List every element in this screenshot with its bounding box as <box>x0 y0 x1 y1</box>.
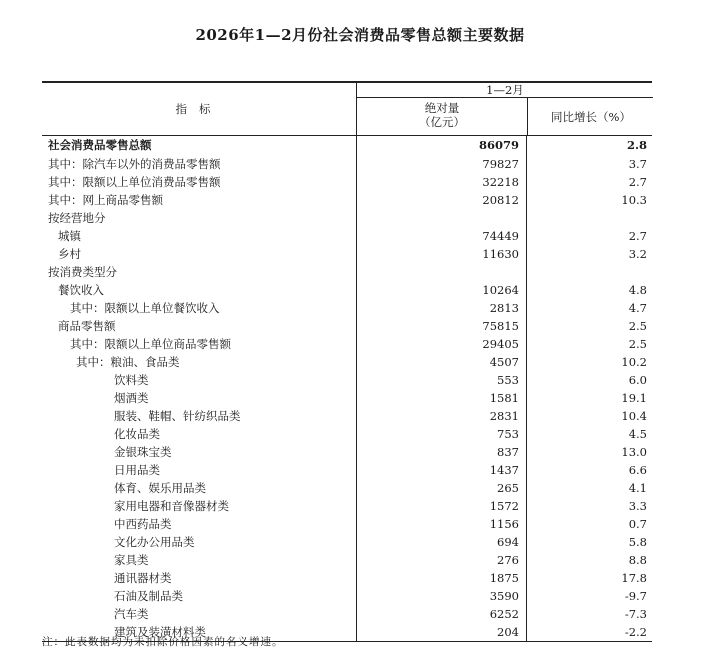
row-value: 4507 <box>356 353 519 371</box>
row-label: 其中：网上商品零售额 <box>48 193 163 207</box>
row-growth: 4.8 <box>526 281 647 299</box>
table-row <box>42 497 652 515</box>
data-table <box>42 81 652 642</box>
row-growth: 4.1 <box>526 479 647 497</box>
row-label: 汽车类 <box>114 607 149 621</box>
table-row <box>42 515 652 533</box>
row-growth: 13.0 <box>526 443 647 461</box>
row-value: 29405 <box>356 335 519 353</box>
row-label: 饮料类 <box>114 373 149 387</box>
row-growth: 3.2 <box>526 245 647 263</box>
row-label: 化妆品类 <box>114 427 160 441</box>
row-label: 体育、娱乐用品类 <box>114 481 206 495</box>
table-row <box>42 389 652 407</box>
row-value: 1437 <box>356 461 519 479</box>
row-growth: 8.8 <box>526 551 647 569</box>
table-row <box>42 299 652 317</box>
row-value: 2813 <box>356 299 519 317</box>
table-row <box>42 443 652 461</box>
row-label: 家用电器和音像器材类 <box>114 499 229 513</box>
table-row <box>42 245 652 263</box>
row-label: 餐饮收入 <box>58 283 104 297</box>
row-label: 通讯器材类 <box>114 571 172 585</box>
row-label: 其中：粮油、食品类 <box>76 355 180 369</box>
row-growth <box>526 263 647 281</box>
row-value: 2831 <box>356 407 519 425</box>
row-value: 1572 <box>356 497 519 515</box>
header-absolute-unit: （亿元） <box>419 115 465 129</box>
page-title: 2026年1—2月份社会消费品零售总额主要数据 <box>195 26 525 44</box>
row-value: 6252 <box>356 605 519 623</box>
row-growth: 4.7 <box>526 299 647 317</box>
row-label: 其中：限额以上单位商品零售额 <box>70 337 231 351</box>
row-growth: 2.5 <box>526 317 647 335</box>
table-row <box>42 587 652 605</box>
row-value: 74449 <box>356 227 519 245</box>
row-value: 1875 <box>356 569 519 587</box>
table-row <box>42 281 652 299</box>
row-value: 32218 <box>356 173 519 191</box>
row-growth: 10.4 <box>526 407 647 425</box>
row-value: 694 <box>356 533 519 551</box>
row-value: 276 <box>356 551 519 569</box>
row-value: 1581 <box>356 389 519 407</box>
row-growth: -9.7 <box>526 587 647 605</box>
row-growth: 10.2 <box>526 353 647 371</box>
row-growth: 2.7 <box>526 173 647 191</box>
row-value: 20812 <box>356 191 519 209</box>
row-value: 265 <box>356 479 519 497</box>
table-row <box>42 209 652 227</box>
row-value <box>356 263 519 281</box>
header-right <box>356 83 653 135</box>
table-row <box>42 551 652 569</box>
table-row <box>42 371 652 389</box>
table-row <box>42 569 652 587</box>
row-growth: 2.8 <box>526 136 647 155</box>
row-label: 其中：限额以上单位餐饮收入 <box>70 301 220 315</box>
table-row <box>42 263 652 281</box>
row-growth: 6.0 <box>526 371 647 389</box>
header-absolute-label: 绝对量 <box>424 101 460 115</box>
row-growth: 3.3 <box>526 497 647 515</box>
row-label: 城镇 <box>58 229 81 243</box>
table-row <box>42 407 652 425</box>
row-growth: 0.7 <box>526 515 647 533</box>
table-row <box>42 335 652 353</box>
row-growth: -7.3 <box>526 605 647 623</box>
row-growth: 10.3 <box>526 191 647 209</box>
row-label: 乡村 <box>58 247 81 261</box>
row-value: 11630 <box>356 245 519 263</box>
table-row <box>42 605 652 623</box>
table-row <box>42 173 652 191</box>
row-label: 其中：限额以上单位消费品零售额 <box>48 175 221 189</box>
row-label: 烟酒类 <box>114 391 149 405</box>
row-value <box>356 209 519 227</box>
row-growth: 19.1 <box>526 389 647 407</box>
row-label: 社会消费品零售总额 <box>48 138 152 152</box>
table-row <box>42 461 652 479</box>
row-label: 家具类 <box>114 553 149 567</box>
table-row <box>42 479 652 497</box>
row-growth: 5.8 <box>526 533 647 551</box>
table-row <box>42 227 652 245</box>
table-row <box>42 533 652 551</box>
table-row <box>42 136 652 155</box>
row-growth: 17.8 <box>526 569 647 587</box>
row-label: 按消费类型分 <box>48 265 117 279</box>
row-value: 553 <box>356 371 519 389</box>
row-growth: 2.5 <box>526 335 647 353</box>
row-value: 753 <box>356 425 519 443</box>
row-label: 服装、鞋帽、针纺织品类 <box>114 409 241 423</box>
row-label: 金银珠宝类 <box>114 445 172 459</box>
row-growth: 3.7 <box>526 155 647 173</box>
header-indicator: 指标 <box>175 102 223 116</box>
row-growth: 4.5 <box>526 425 647 443</box>
row-value: 10264 <box>356 281 519 299</box>
row-growth: 6.6 <box>526 461 647 479</box>
row-growth <box>526 209 647 227</box>
row-growth: 2.7 <box>526 227 647 245</box>
row-value: 3590 <box>356 587 519 605</box>
table-row <box>42 353 652 371</box>
table-row <box>42 155 652 173</box>
row-label: 中西药品类 <box>114 517 172 531</box>
row-growth: -2.2 <box>526 623 647 641</box>
row-label: 石油及制品类 <box>114 589 183 603</box>
footnote: 注：此表数据均为未扣除价格因素的名义增速。 <box>42 636 284 648</box>
row-label: 商品零售额 <box>58 319 116 333</box>
row-label: 按经营地分 <box>48 211 106 225</box>
row-label: 其中：除汽车以外的消费品零售额 <box>48 157 221 171</box>
table-body <box>42 136 652 641</box>
row-label: 日用品类 <box>114 463 160 477</box>
row-value: 1156 <box>356 515 519 533</box>
row-value: 86079 <box>356 136 519 155</box>
header-growth: 同比增长（%） <box>527 98 654 135</box>
row-label: 建筑及装潢材料类 <box>114 625 206 639</box>
table-row <box>42 317 652 335</box>
row-label: 文化办公用品类 <box>114 535 195 549</box>
row-value: 79827 <box>356 155 519 173</box>
row-value: 75815 <box>356 317 519 335</box>
table-row <box>42 425 652 443</box>
row-value: 837 <box>356 443 519 461</box>
row-value: 204 <box>356 623 519 641</box>
header-period: 1—2月 <box>357 83 653 98</box>
table-row <box>42 191 652 209</box>
header-absolute <box>357 98 527 135</box>
table-header <box>42 83 652 136</box>
